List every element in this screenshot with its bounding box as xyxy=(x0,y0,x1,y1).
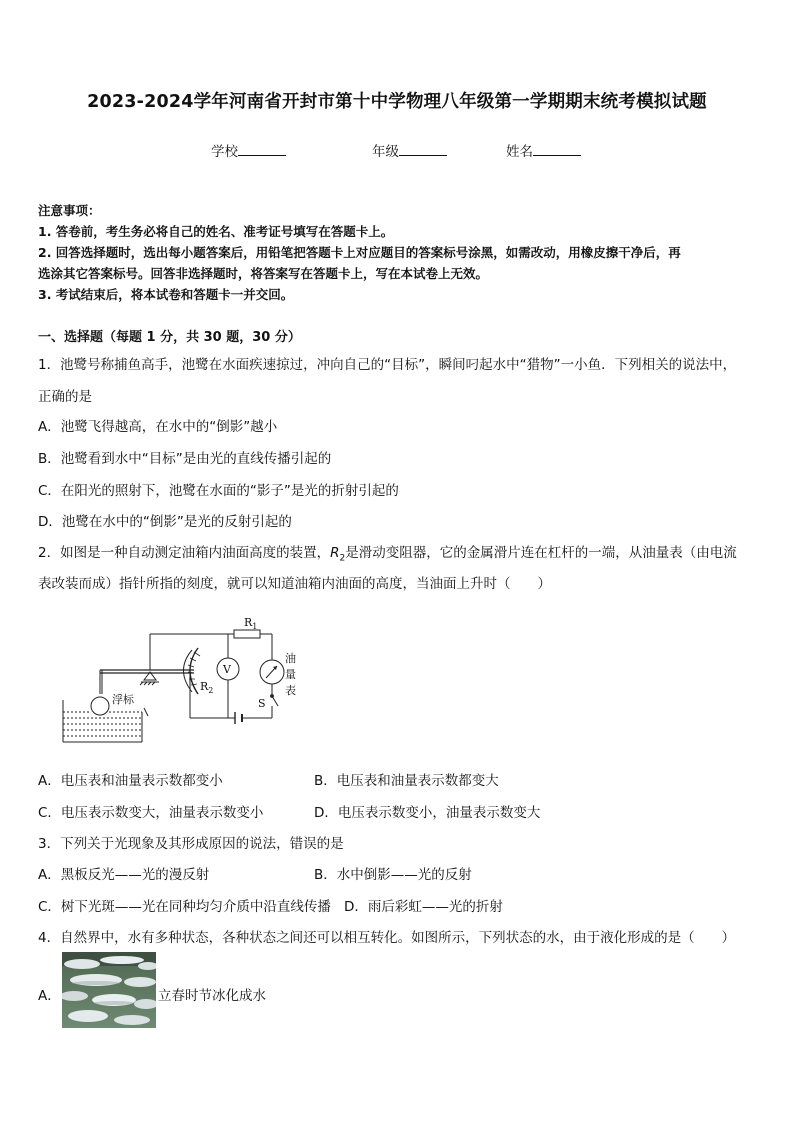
q1-option-d: D．池鹭在水中的“倒影”是光的反射引起的 xyxy=(38,514,292,530)
q1-option-b: B．池鹭看到水中“目标”是由光的直线传播引起的 xyxy=(38,451,332,467)
notice-block xyxy=(38,200,758,305)
notice-item-3: 3. 考试结束后，将本试卷和答题卡一并交回。 xyxy=(38,287,294,302)
page-title: 2023-2024学年河南省开封市第十中学物理八年级第一学期期末统考模拟试题 xyxy=(87,92,707,112)
q2-stem-part-a: 2．如图是一种自动测定油箱内油面高度的装置， xyxy=(38,545,331,561)
student-info-row xyxy=(0,140,794,160)
grade-label: 年级 xyxy=(372,144,399,160)
r1-label: $R_1$ xyxy=(244,616,258,631)
q3-option-c: C．树下光斑——光在同种均匀介质中沿直线传播 xyxy=(38,899,331,915)
q3-option-b: B．水中倒影——光的反射 xyxy=(314,867,472,883)
q1-stem-line-1: 1．池鹭号称捕鱼高手，池鹭在水面疾速掠过，冲向自己的“目标”，瞬间叼起水中“猎物”一小鱼．下列相关的说法中， xyxy=(38,357,737,373)
q3-option-d: D．雨后彩虹——光的折射 xyxy=(344,899,503,915)
gauge-label-2: 量 xyxy=(285,668,296,681)
switch-label: S xyxy=(258,697,266,710)
school-label: 学校 xyxy=(211,144,238,160)
gauge-label-1: 油 xyxy=(285,652,296,665)
q3-stem: 3．下列关于光现象及其形成原因的说法，错误的是 xyxy=(38,836,344,852)
q2-circuit-diagram xyxy=(58,612,308,747)
q4-ice-melting-photo xyxy=(62,952,156,1028)
notice-heading: 注意事项： xyxy=(38,203,101,218)
grade-field xyxy=(372,140,447,160)
school-field xyxy=(211,140,286,160)
gauge-label-3: 表 xyxy=(285,684,296,697)
q2-stem-line-2: 表改装而成）指针所指的刻度，就可以知道油箱内油面的高度，当油面上升时（ ） xyxy=(38,576,551,592)
q2-option-d: D．电压表示数变小，油量表示数变大 xyxy=(314,805,541,821)
school-blank xyxy=(238,142,286,156)
q4-option-a-text: 立春时节冰化成水 xyxy=(158,988,266,1004)
r2-label: $R_2$ xyxy=(200,680,214,695)
q1-stem-line-2: 正确的是 xyxy=(38,389,92,405)
name-field xyxy=(506,140,581,160)
name-label: 姓名 xyxy=(506,144,533,160)
q2-stem-r-subscript: 2 xyxy=(339,553,346,564)
q3-option-a: A．黑板反光——光的漫反射 xyxy=(38,867,210,883)
q1-option-a: A．池鹭飞得越高，在水中的“倒影”越小 xyxy=(38,419,278,435)
voltmeter-label: V xyxy=(223,663,231,676)
grade-blank xyxy=(399,142,447,156)
q4-stem: 4．自然界中，水有多种状态，各种状态之间还可以相互转化。如图所示，下列状态的水，由于液化形成的是（ ） xyxy=(38,930,736,946)
float-label: 浮标 xyxy=(112,693,134,706)
q2-option-c: C．电压表示数变大，油量表示数变小 xyxy=(38,805,264,821)
q2-option-b: B．电压表和油量表示数都变大 xyxy=(314,773,499,789)
notice-item-2-line-1: 2. 回答选择题时，选出每小题答案后，用铅笔把答题卡上对应题目的答案标号涂黑，如需改动，用橡皮擦干净后，再 xyxy=(38,245,681,260)
notice-item-1: 1. 答卷前，考生务必将自己的姓名、准考证号填写在答题卡上。 xyxy=(38,224,394,239)
q2-stem-part-b: 是滑动变阻器，它的金属滑片连在杠杆的一端，从油量表（由电流 xyxy=(345,545,737,561)
q2-option-a: A．电压表和油量表示数都变小 xyxy=(38,773,223,789)
q1-option-c: C．在阳光的照射下，池鹭在水面的“影子”是光的折射引起的 xyxy=(38,483,399,499)
q2-stem-line-1 xyxy=(38,541,737,564)
q2-stem-r-symbol: R xyxy=(330,545,340,561)
name-blank xyxy=(533,142,581,156)
section-heading: 一、选择题（每题 1 分，共 30 题，30 分） xyxy=(38,330,301,345)
q4-option-a-label: A． xyxy=(38,988,61,1004)
notice-item-2-line-2: 选涂其它答案标号。回答非选择题时，将答案写在答题卡上，写在本试卷上无效。 xyxy=(38,266,489,281)
